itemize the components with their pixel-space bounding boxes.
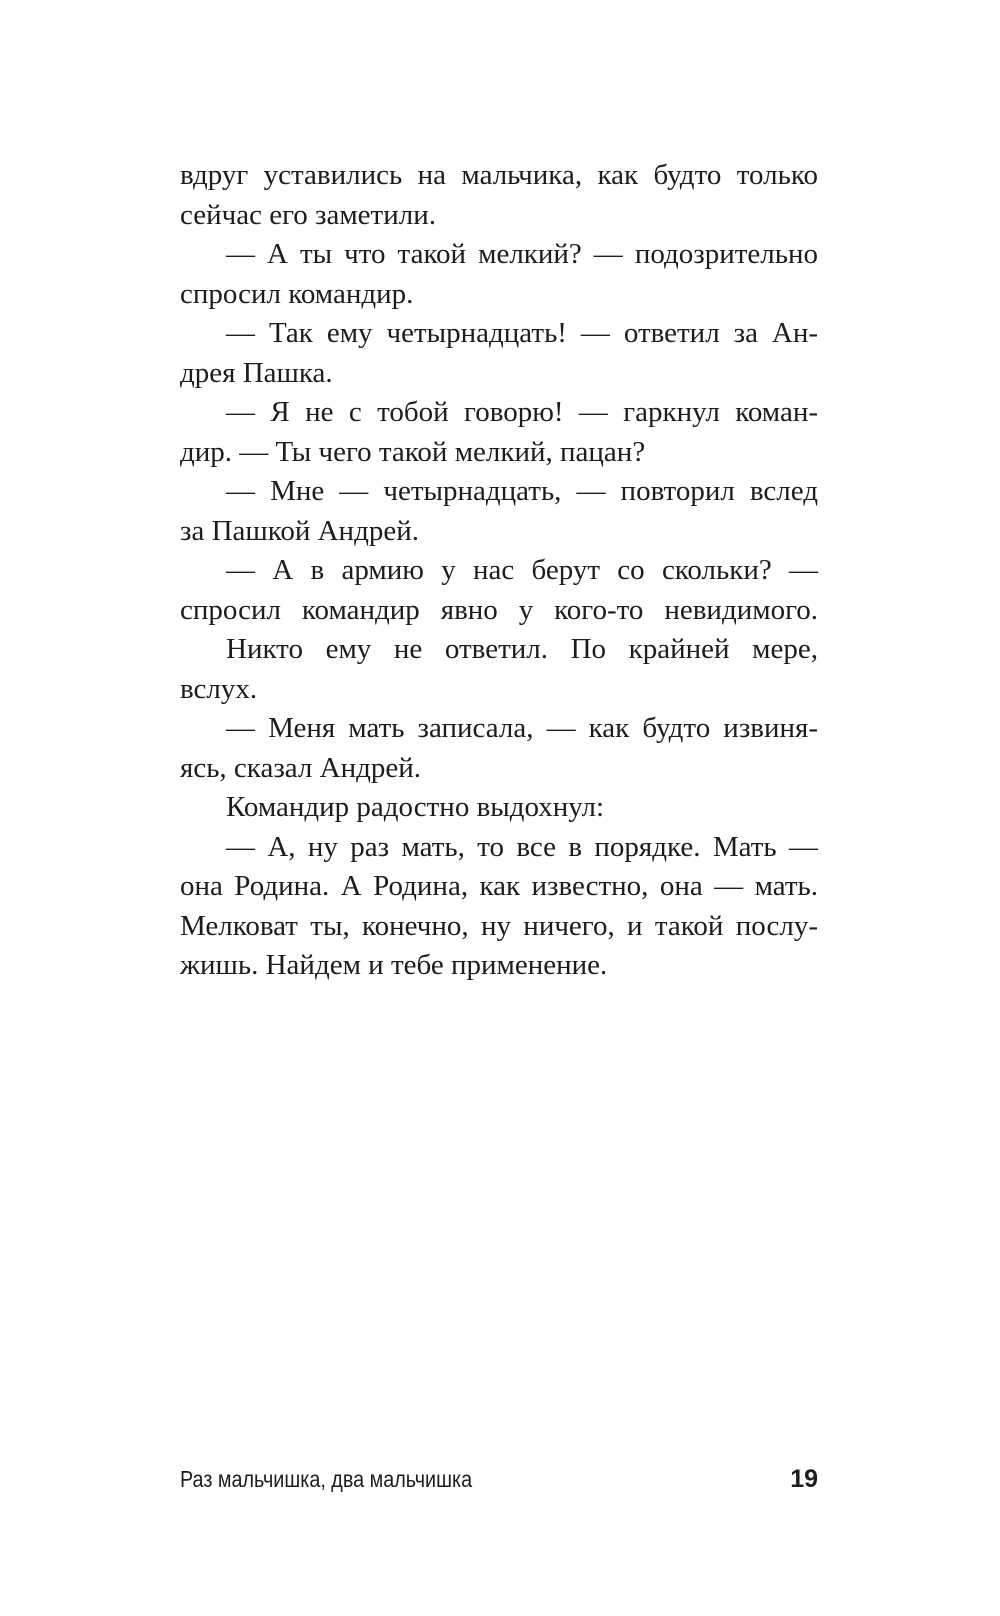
text-line: она Родина. А Родина, как известно, она — мать. xyxy=(180,870,818,902)
text-line: — Я не с тобой говорю! — гаркнул коман- xyxy=(226,396,818,428)
text-line: жишь. Найдем и тебе применение. xyxy=(180,949,608,981)
text-line: дир. — Ты чего такой мелкий, пацан? xyxy=(180,435,646,468)
page-footer xyxy=(180,1466,818,1502)
text-line: ясь, сказал Андрей. xyxy=(180,751,421,784)
text-line: Командир радостно выдохнул: xyxy=(226,791,605,823)
text-line: — А ты что такой мелкий? — подозрительно xyxy=(226,238,818,270)
text-line: — Меня мать записала, — как будто извиня- xyxy=(226,712,818,744)
text-line: спросил командир. xyxy=(180,277,414,310)
text-line: за Пашкой Андрей. xyxy=(180,514,419,547)
text-line: вслух. xyxy=(180,672,258,705)
text-line: сейчас его заметили. xyxy=(180,198,436,231)
page-body-text xyxy=(180,156,818,986)
text-line: дрея Пашка. xyxy=(180,356,333,389)
text-line: — Мне — четырнадцать, — повторил вслед xyxy=(226,475,818,507)
text-line: вдруг уставились на мальчика, как будто только xyxy=(180,159,818,191)
text-line: Мелковат ты, конечно, ну ничего, и такой послу- xyxy=(180,909,818,942)
text-line: — А, ну раз мать, то все в порядке. Мать — xyxy=(226,830,818,863)
running-footer-book-title: Раз мальчишка, два мальчишка xyxy=(180,1466,473,1492)
text-line: — Так ему четырнадцать! — ответил за Ан- xyxy=(226,317,818,349)
text-line: спросил командир явно у кого-то невидимого. xyxy=(180,593,818,626)
page-number: 19 xyxy=(790,1465,818,1493)
text-line: Никто ему не ответил. По крайней мере, xyxy=(226,633,818,665)
text-line: — А в армию у нас берут со скольки? — xyxy=(226,554,818,586)
